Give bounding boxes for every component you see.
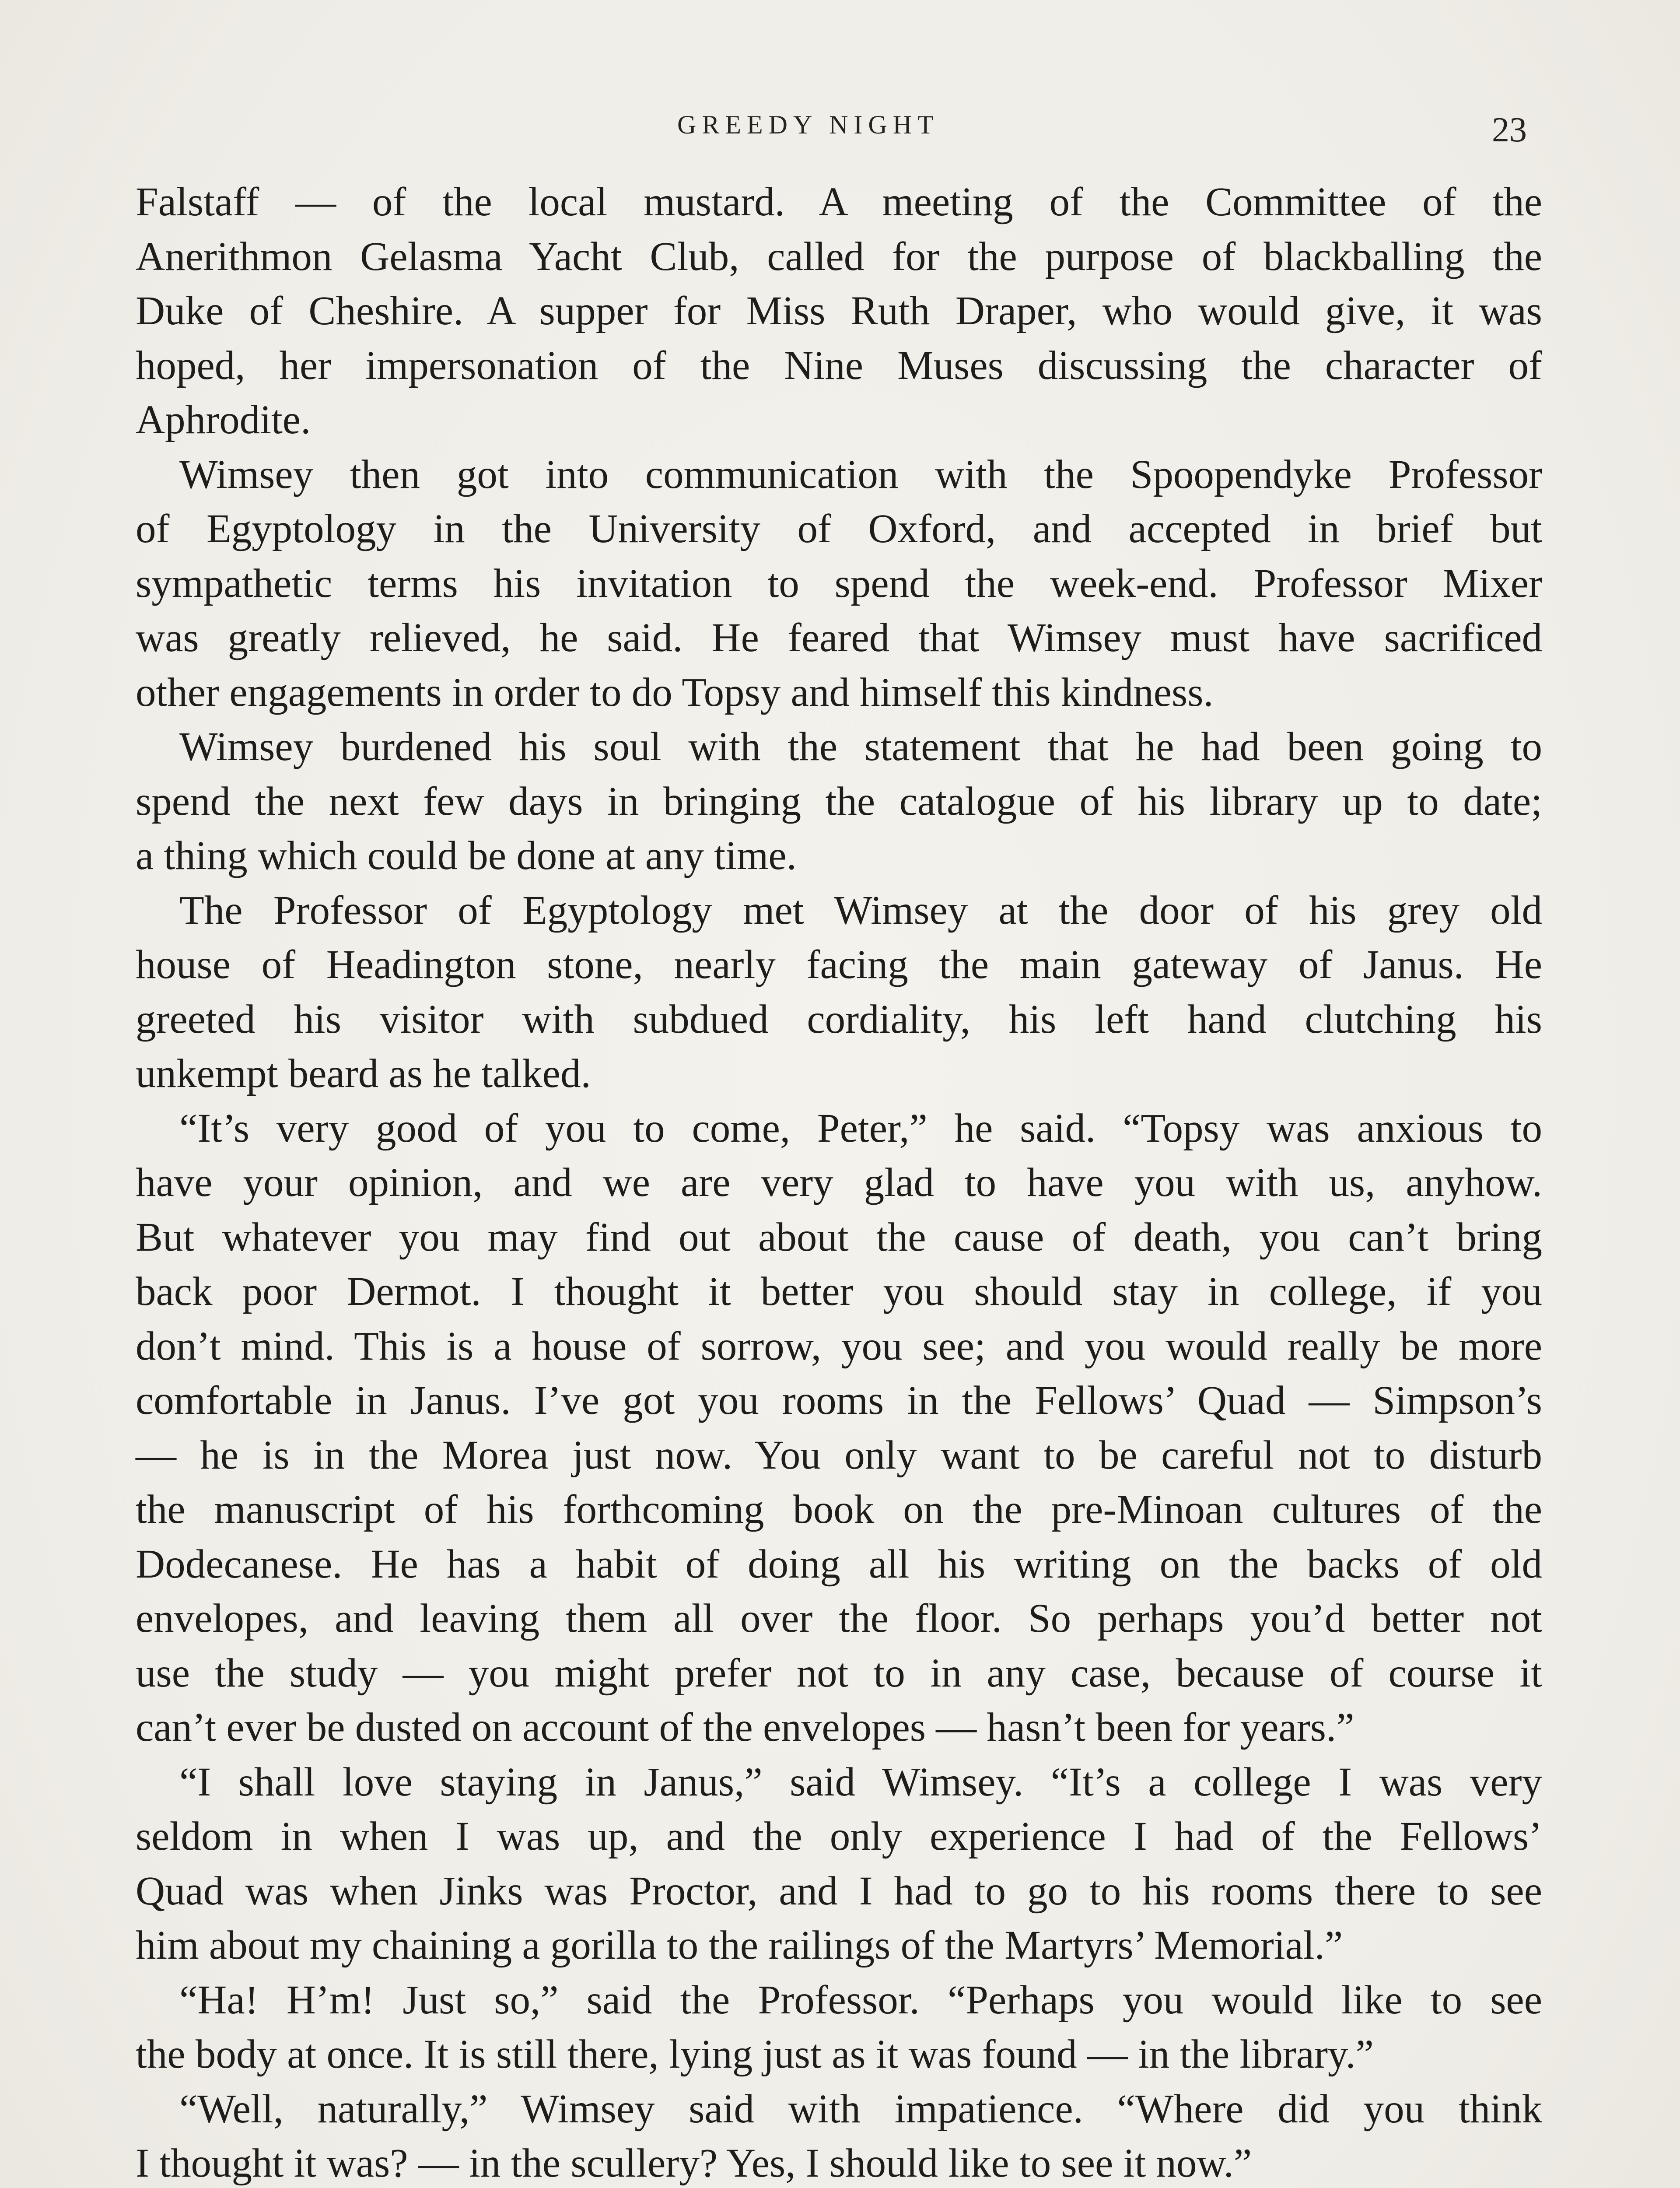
text-line: back poor Dermot. I thought it better you should stay in college, if you	[136, 1269, 1542, 1314]
body-text	[136, 175, 1542, 2188]
text-line: I thought it was? — in the scullery? Yes, I should like to see it now.”	[136, 2141, 1252, 2186]
paragraph-start-line: Wimsey burdened his soul with the statement that he had been going to	[179, 724, 1542, 769]
text-line: unkempt beard as he talked.	[136, 1051, 591, 1096]
text-line: other engagements in order to do Topsy and himself this kindness.	[136, 670, 1214, 715]
text-line: seldom in when I was up, and the only experience I had of the Fellows’	[136, 1814, 1542, 1859]
text-line: him about my chaining a gorilla to the railings of the Martyrs’ Memorial.”	[136, 1923, 1343, 1968]
text-line: Quad was when Jinks was Proctor, and I had to go to his rooms there to see	[136, 1868, 1542, 1914]
text-line: greeted his visitor with subdued cordiality, his left hand clutching his	[136, 996, 1542, 1042]
text-line: spend the next few days in bringing the catalogue of his library up to date;	[136, 778, 1542, 824]
text-line: Falstaff — of the local mustard. A meeting of the Committee of the	[136, 179, 1542, 224]
text-line: have your opinion, and we are very glad to have you with us, anyhow.	[136, 1160, 1542, 1205]
text-line: Anerithmon Gelasma Yacht Club, called for the purpose of blackballing the	[136, 234, 1542, 279]
text-line: the body at once. It is still there, lying just as it was found — in the library.”	[136, 2032, 1374, 2077]
text-line: But whatever you may find out about the cause of death, you can’t bring	[136, 1214, 1542, 1260]
paragraph-start-line: “It’s very good of you to come, Peter,” he said. “Topsy was anxious to	[179, 1105, 1542, 1151]
paragraph-start-line: The Professor of Egyptology met Wimsey at the door of his grey old	[179, 887, 1542, 933]
text-line: comfortable in Janus. I’ve got you rooms in the Fellows’ Quad — Simpson’s	[136, 1378, 1542, 1423]
text-line: sympathetic terms his invitation to spend the week-end. Professor Mixer	[136, 561, 1542, 606]
text-line: can’t ever be dusted on account of the envelopes — hasn’t been for years.”	[136, 1705, 1354, 1750]
running-head	[0, 105, 1680, 149]
paragraph-start-line: “Ha! H’m! Just so,” said the Professor. “Perhaps you would like to see	[179, 1977, 1542, 2023]
page-number: 23	[1492, 111, 1527, 149]
text-line: Duke of Cheshire. A supper for Miss Ruth Draper, who would give, it was	[136, 288, 1542, 333]
text-line: was greatly relieved, he said. He feared that Wimsey must have sacrificed	[136, 615, 1542, 660]
text-line: don’t mind. This is a house of sorrow, you see; and you would really be more	[136, 1323, 1542, 1369]
text-line: the manuscript of his forthcoming book on the pre-Minoan cultures of the	[136, 1487, 1542, 1532]
running-title: GREEDY NIGHT	[677, 110, 939, 139]
text-line: — he is in the Morea just now. You only want to be careful not to disturb	[136, 1432, 1542, 1478]
paragraph-start-line: “Well, naturally,” Wimsey said with impatience. “Where did you think	[179, 2086, 1542, 2132]
text-line: house of Headington stone, nearly facing the main gateway of Janus. He	[136, 942, 1542, 987]
text-line: Dodecanese. He has a habit of doing all his writing on the backs of old	[136, 1541, 1542, 1587]
text-line: a thing which could be done at any time.	[136, 833, 797, 878]
text-line: envelopes, and leaving them all over the floor. So perhaps you’d better not	[136, 1596, 1542, 1641]
paragraph-start-line: “I shall love staying in Janus,” said Wimsey. “It’s a college I was very	[179, 1759, 1542, 1805]
text-line: Aphrodite.	[136, 397, 311, 442]
text-line: of Egyptology in the University of Oxford, and accepted in brief but	[136, 506, 1542, 551]
text-line: use the study — you might prefer not to in any case, because of course it	[136, 1650, 1542, 1696]
paragraph-start-line: Wimsey then got into communication with the Spoopendyke Professor	[179, 452, 1542, 497]
text-line: hoped, her impersonation of the Nine Muses discussing the character of	[136, 343, 1542, 388]
